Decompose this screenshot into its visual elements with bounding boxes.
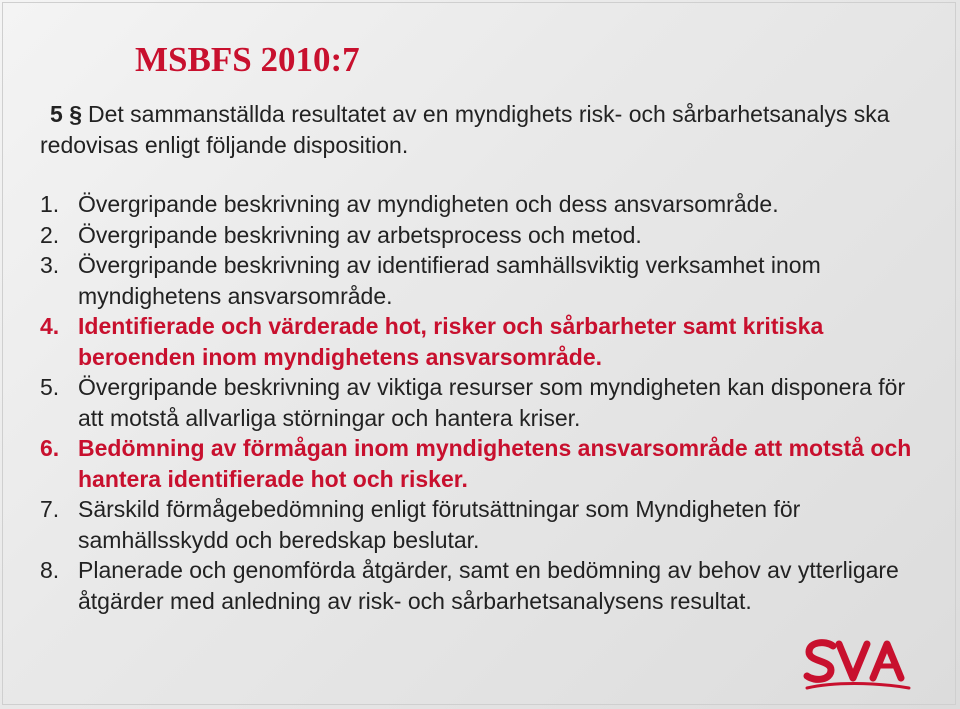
paragraph-number: 5 bbox=[50, 101, 63, 127]
list-item bbox=[40, 220, 920, 251]
item-number: 8. bbox=[40, 557, 60, 583]
item-text: Övergripande beskrivning av myndigheten och dess ansvarsområde. bbox=[78, 191, 779, 217]
item-number: 7. bbox=[40, 496, 60, 522]
item-number: 4. bbox=[40, 313, 60, 339]
item-text: Övergripande beskrivning av arbetsprocess och metod. bbox=[78, 221, 642, 248]
item-text: Identifierade och värderade hot, risker och sårbarheter samt kritiska beroenden inom myndighetens ansvarsområde. bbox=[78, 313, 824, 370]
item-number: 5. bbox=[40, 374, 60, 400]
list-item bbox=[40, 494, 920, 555]
item-text: Särskild förmågebedömning enligt förutsättningar som Myndigheten för samhällsskydd och beredskap beslutar. bbox=[78, 496, 801, 553]
item-number: 3. bbox=[40, 252, 60, 278]
item-text: Planerade och genomförda åtgärder, samt en bedömning av behov av ytterligare åtgärder med anledning av risk- och sårbarhetsanalysens resultat. bbox=[78, 557, 899, 614]
intro-text: Det sammanställda resultatet av en myndighets risk- och sårbarhetsanalys ska redovisas enligt följande disposition. bbox=[40, 101, 890, 158]
list-item bbox=[40, 372, 920, 433]
list-item bbox=[40, 250, 920, 311]
sva-logo-icon bbox=[803, 632, 913, 692]
paragraph-symbol: § bbox=[69, 101, 82, 127]
item-text: Övergripande beskrivning av viktiga resurser som myndigheten kan disponera för att motstå allvarliga störningar och hantera kriser. bbox=[78, 374, 906, 431]
list-item bbox=[40, 555, 920, 616]
disposition-list bbox=[40, 189, 920, 616]
item-number: 6. bbox=[40, 435, 60, 461]
item-number: 1. bbox=[40, 191, 60, 217]
item-text: Bedömning av förmågan inom myndighetens ansvarsområde att motstå och hantera identifierade hot och risker. bbox=[78, 435, 912, 492]
item-number: 2. bbox=[40, 221, 60, 248]
list-item bbox=[40, 433, 920, 494]
slide-title: MSBFS 2010:7 bbox=[135, 40, 360, 79]
list-item bbox=[40, 311, 920, 372]
intro-paragraph bbox=[40, 99, 900, 161]
item-text: Övergripande beskrivning av identifierad samhällsviktig verksamhet inom myndighetens ansvarsområde. bbox=[78, 252, 821, 309]
list-item bbox=[40, 189, 920, 220]
